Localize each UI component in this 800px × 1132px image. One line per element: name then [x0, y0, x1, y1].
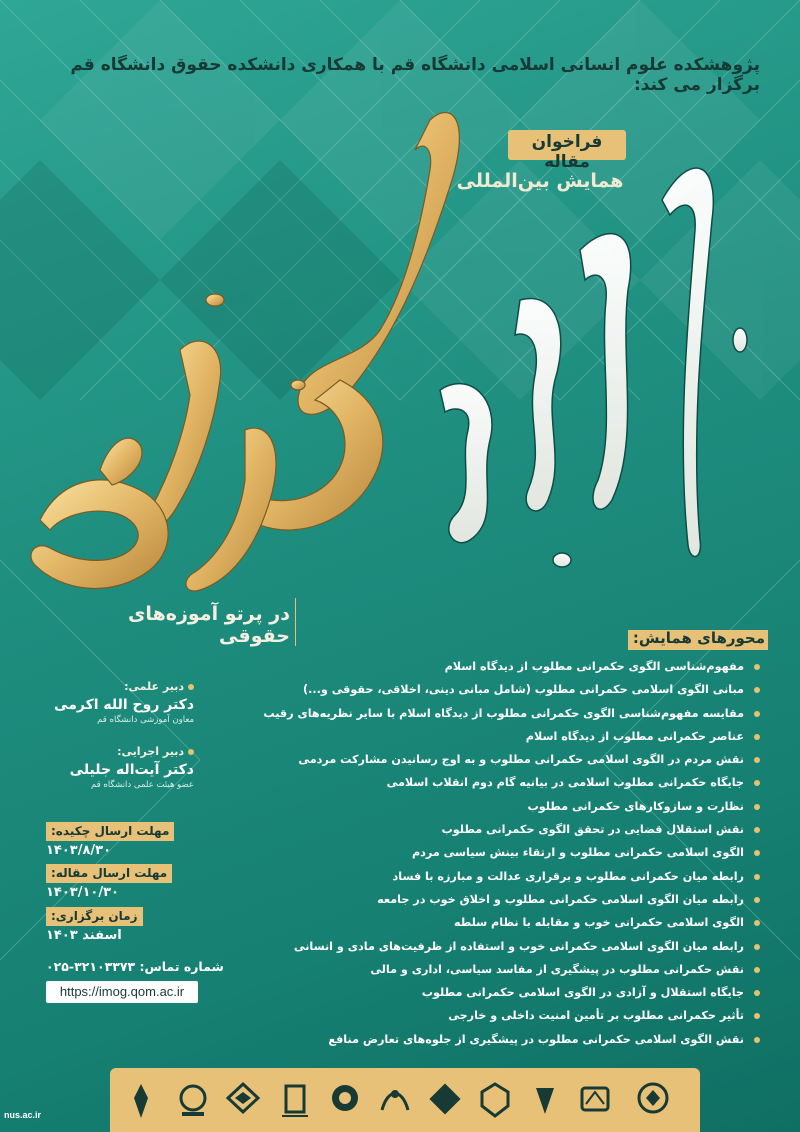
axis-item: نقش مردم در الگوی اسلامی حکمرانی مطلوب و به اوج رسانیدن مشارکت مردمی: [326, 748, 756, 771]
event-date-label: زمان برگزاری:: [46, 907, 143, 926]
conference-type: همایش بین‌المللی: [456, 170, 624, 192]
axis-item: نقش حکمرانی مطلوب در پیشگیری از مفاسد سیاسی، اداری و مالی: [326, 958, 756, 981]
executive-secretary-role: عضو هیئت علمی دانشگاه قم: [90, 780, 194, 790]
call-for-papers-label: فراخوان مقاله: [531, 132, 603, 172]
bullet-icon: [754, 664, 760, 670]
source-watermark: nus.ac.ir: [4, 1110, 42, 1120]
abstract-deadline-value: ۱۴۰۳/۸/۳۰: [46, 843, 112, 858]
bullet-icon: [188, 684, 194, 690]
executive-secretary-name: دکتر آیت‌اله جلیلی: [69, 762, 194, 778]
bullet-icon: [754, 874, 760, 880]
university-logo-icon: [522, 1078, 568, 1124]
scientific-secretary-role: معاون آموزشی دانشگاه قم: [97, 715, 194, 725]
event-date-value: اسفند ۱۴۰۳: [46, 928, 122, 943]
axis-item: جایگاه استقلال و آزادی در الگوی اسلامی حکمرانی مطلوب: [326, 981, 756, 1004]
axis-item: الگوی اسلامی حکمرانی خوب و مقابله با نظام سلطه: [326, 911, 756, 934]
conference-subtitle: در پرتو آموزه‌های حقوقی: [128, 603, 290, 647]
website-link[interactable]: https://imog.qom.ac.ir: [46, 981, 198, 1003]
axis-item: رابطه میان الگوی اسلامی حکمرانی خوب و استفاده از ظرفیت‌های مادی و انسانی: [326, 935, 756, 958]
scientific-secretary: دبیر علمی: دکتر روح الله اکرمی معاون آموزشی دانشگاه قم: [14, 680, 194, 725]
scientific-secretary-name: دکتر روح الله اکرمی: [54, 697, 194, 713]
bullet-icon: [754, 944, 760, 950]
axes-title: محورهای همایش:: [632, 629, 765, 647]
axis-item: رابطه میان الگوی اسلامی حکمرانی مطلوب و اخلاق خوب در جامعه: [326, 888, 756, 911]
axis-item: الگوی اسلامی حکمرانی مطلوب و ارتقاء بینش سیاسی مردم: [326, 841, 756, 864]
university-logo-icon: [272, 1078, 318, 1124]
axis-item: تأثیر حکمرانی مطلوب بر تأمین امنیت داخلی و خارجی: [326, 1004, 756, 1027]
bullet-icon: [188, 749, 194, 755]
organizer-header: پژوهشکده علوم انسانی اسلامی دانشگاه قم با همکاری دانشکده حقوق دانشگاه قم برگزار می کند:: [70, 55, 760, 95]
university-logo-icon: [372, 1078, 418, 1124]
university-logo-icon: [572, 1078, 618, 1124]
axis-item: نظارت و سازوکارهای حکمرانی مطلوب: [326, 795, 756, 818]
axis-item: جایگاه حکمرانی مطلوب اسلامی در بیانیه گام دوم انقلاب اسلامی: [326, 771, 756, 794]
axis-item: عناصر حکمرانی مطلوب از دیدگاه اسلام: [326, 725, 756, 748]
bullet-icon: [754, 897, 760, 903]
bullet-icon: [754, 1037, 760, 1043]
university-logo-icon: [118, 1078, 164, 1124]
bullet-icon: [754, 804, 760, 810]
bullet-icon: [754, 711, 760, 717]
paper-deadline-value: ۱۴۰۳/۱۰/۳۰: [46, 885, 119, 900]
subtitle-divider: [295, 598, 296, 646]
university-logo-icon: [630, 1078, 676, 1124]
university-logo-icon: [422, 1078, 468, 1124]
axis-item: رابطه میان حکمرانی مطلوب و برقراری عدالت و مبارزه با فساد: [326, 865, 756, 888]
axis-item: نقش استقلال قضایی در تحقق الگوی حکمرانی مطلوب: [326, 818, 756, 841]
university-logo-icon: [220, 1078, 266, 1124]
axis-item: مبانی الگوی اسلامی حکمرانی مطلوب (شامل مبانی دینی، اخلاقی، حقوقی و...): [326, 678, 756, 701]
university-logo-icon: [170, 1078, 216, 1124]
bullet-icon: [754, 967, 760, 973]
executive-secretary: دبیر اجرایی: دکتر آیت‌اله جلیلی عضو هیئت علمی دانشگاه قم: [14, 745, 194, 790]
axis-item: مقایسه مفهوم‌شناسی الگوی حکمرانی مطلوب از دیدگاه اسلام با سایر نظریه‌های رقیب: [326, 702, 756, 725]
university-logo-icon: [472, 1078, 518, 1124]
axis-item: مفهوم‌شناسی الگوی حکمرانی مطلوب از دیدگاه اسلام: [326, 655, 756, 678]
university-logo-icon: [322, 1078, 368, 1124]
axis-item: نقش الگوی اسلامی حکمرانی مطلوب در پیشگیری از جلوه‌های تعارض منافع: [326, 1028, 756, 1051]
bullet-icon: [754, 734, 760, 740]
paper-deadline-label: مهلت ارسال مقاله:: [46, 864, 172, 883]
abstract-deadline-label: مهلت ارسال چکیده:: [46, 822, 174, 841]
contact-phone: شماره تماس: ۳۲۱۰۳۳۷۳-۰۲۵: [46, 959, 224, 974]
axes-list: [263, 655, 756, 1051]
